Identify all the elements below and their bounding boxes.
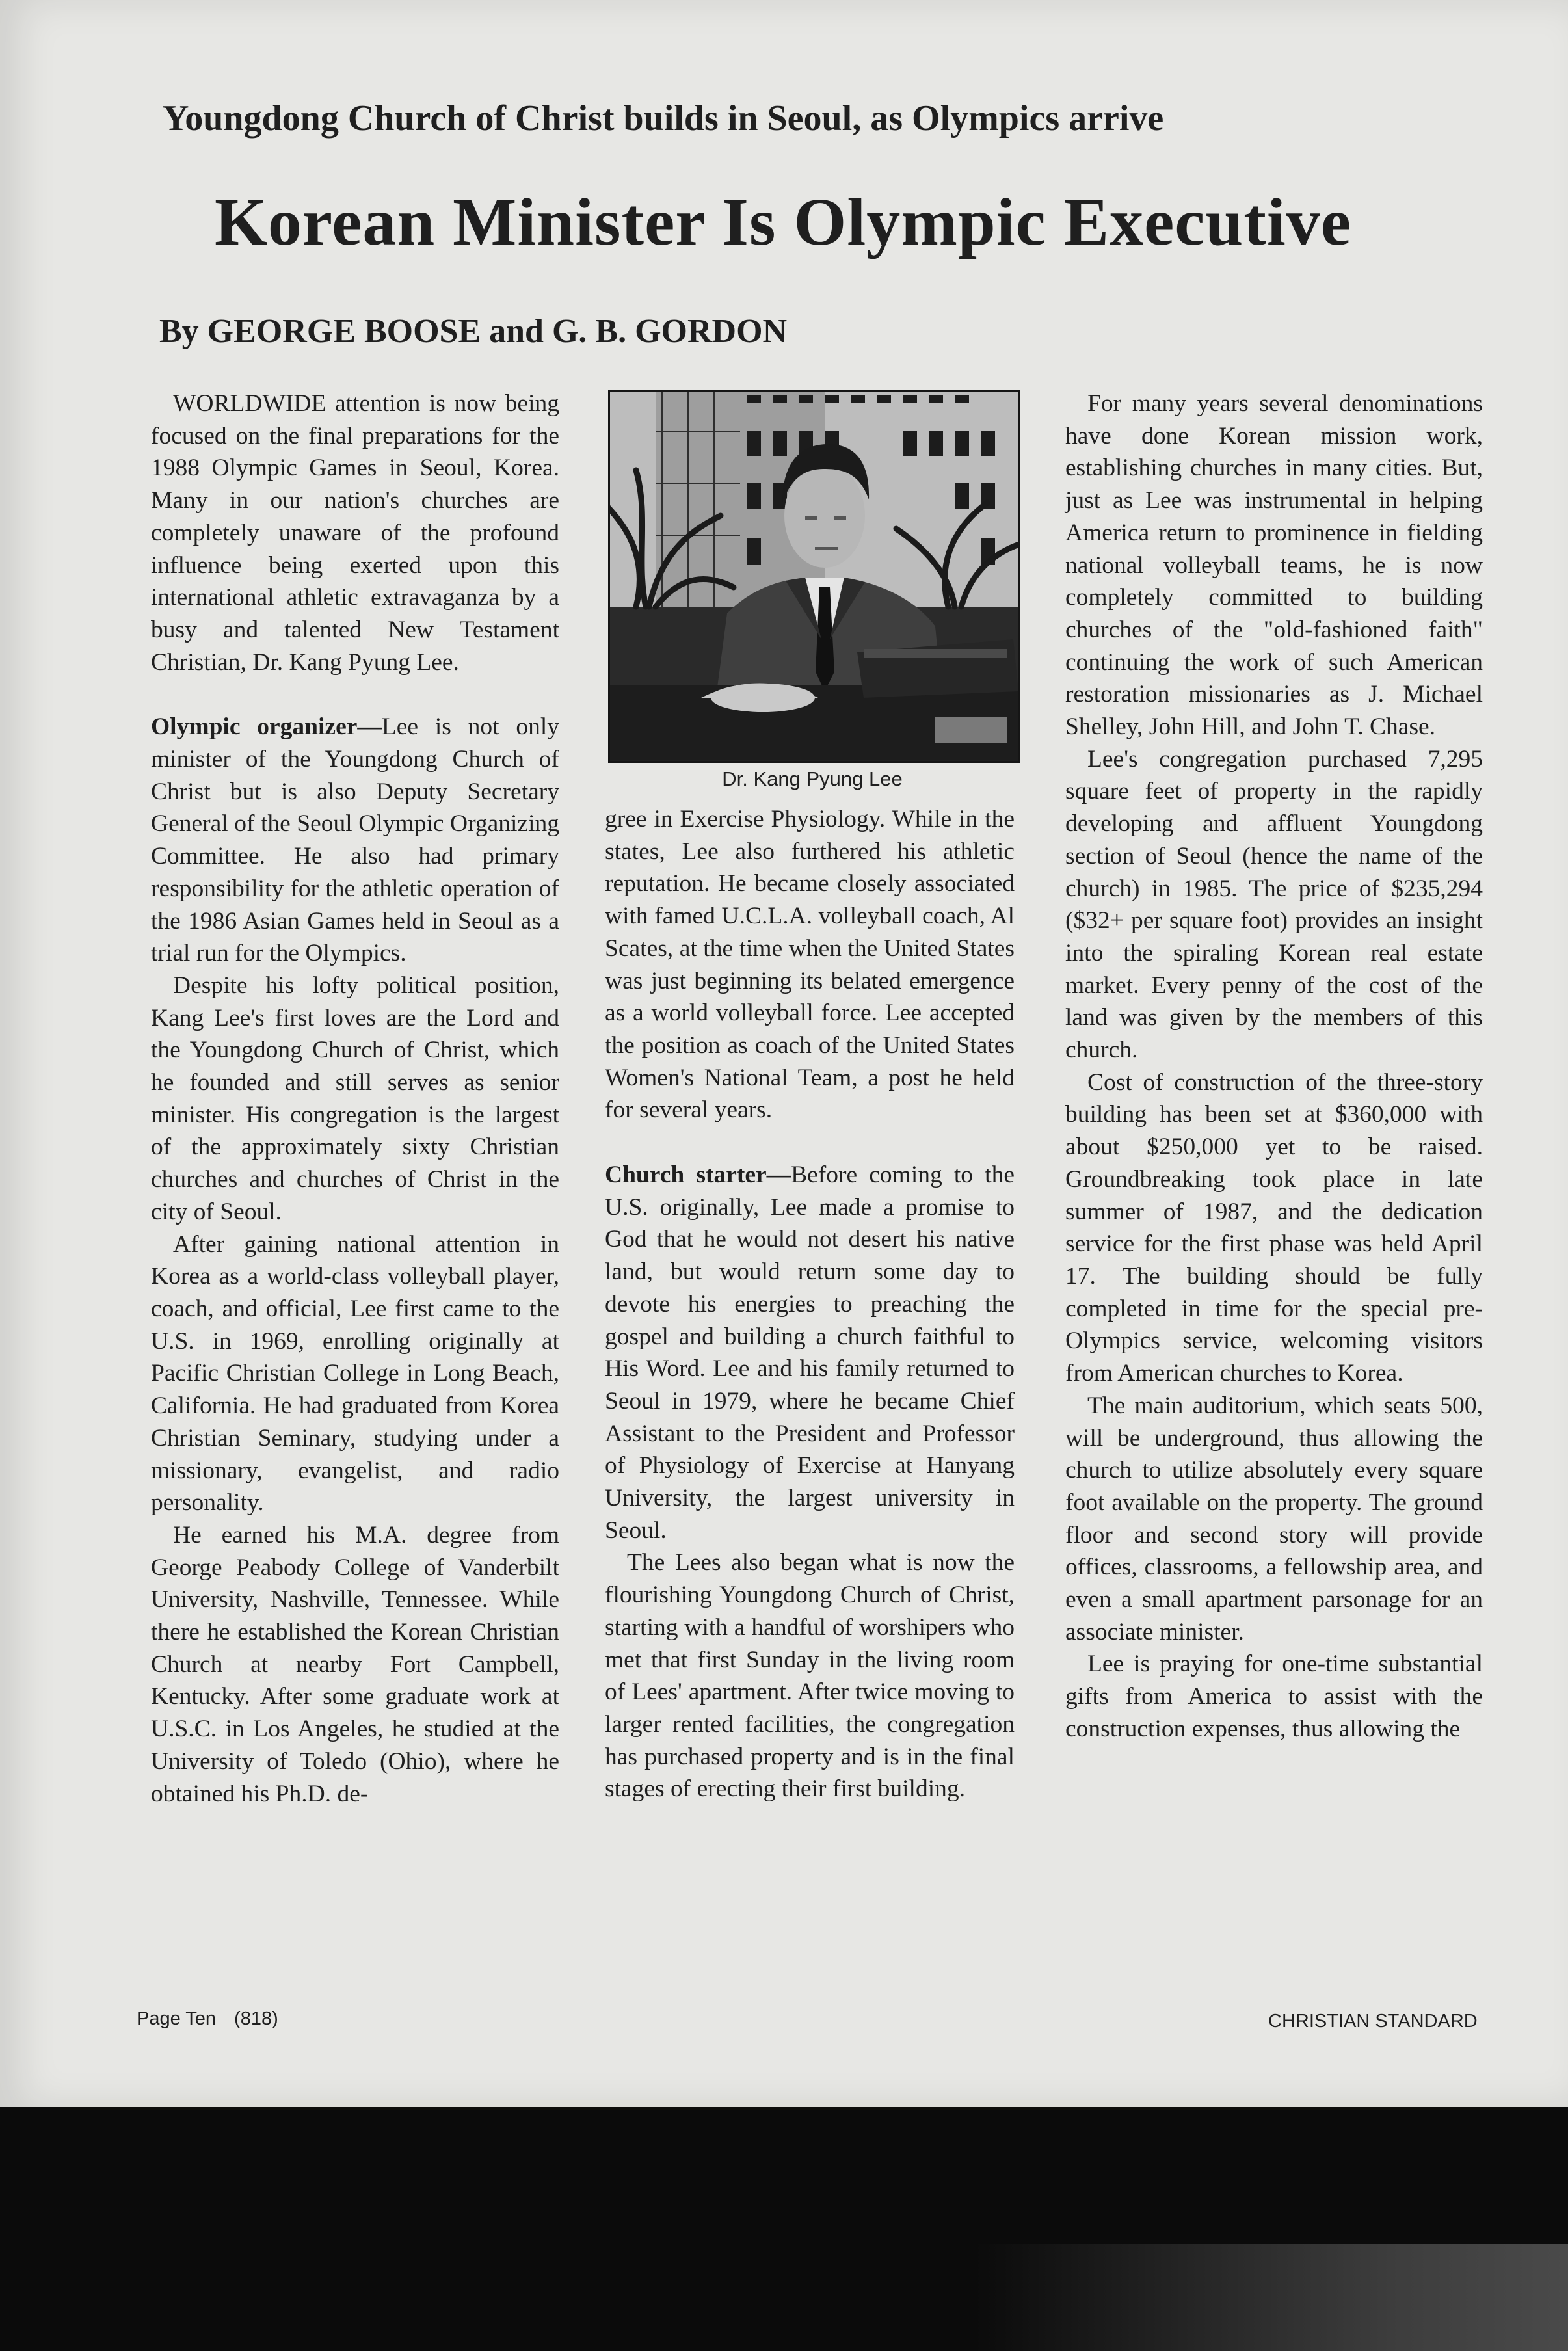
article-byline: By GEORGE BOOSE and G. B. GORDON [159, 313, 788, 350]
page-label: Page Ten [137, 2008, 217, 2029]
photo-caption: Dr. Kang Pyung Lee [722, 767, 903, 790]
paragraph-text: Lee is not only minister of the Youngdong Church of Christ but is also Deputy Secretary General of the Seoul Olympic Organizing Committee. He also had primary responsibility for the athletic operation of the 1986 Asian Games held in Seoul as a trial run for the Olympics. [151, 713, 559, 967]
paragraph: After gaining national attention in Korea as a world-class volleyball player, coach, and official, Lee first came to the U.S. in 1969, enrolling originally at Pacific Christian College in Long Beach, California. He had graduated from Korea Christian Seminary, studying under a missionary, evangelist, and radio personality. [151, 1230, 559, 1517]
table-edge [976, 2244, 1568, 2351]
section-subhead: Church starter— [605, 1162, 791, 1189]
paragraph: The Lees also began what is now the flourishing Youngdong Church of Christ, starting with a handful of worshipers who met that first Sunday in the living room of Lees' apartment. After twice moving to larger rented facilities, the congregation has purchased property and is in the final stages of erecting their first building. [605, 1549, 1015, 1803]
paragraph: WORLDWIDE attention is now being focused on the final preparations for the 1988 Olympic Games in Seoul, Korea. Many in our nation's churches are completely unaware of the profound influence being exerted upon this international athletic extravaganza by a busy and talented New Testament Christian, Dr. Kang Pyung Lee. [151, 390, 559, 676]
column-2 [605, 803, 1015, 1805]
paragraph: gree in Exercise Physiology. While in the states, Lee also furthered his athletic reputation. He became closely associated with famed U.C.L.A. volleyball coach, Al Scates, at the time when the United States was just beginning its belated emergence as a world volleyball force. Lee accepted the position as coach of the United States Women's National Team, a post he held for several years. [605, 806, 1015, 1124]
paragraph: Cost of construction of the three-story building has been set at $360,000 with about $250,000 yet to be raised. Groundbreaking took place in late summer of 1987, and the dedication service for the first phase was held April 17. The building should be fully completed in time for the special pre-Olympics service, welcoming visitors from American churches to Korea. [1065, 1069, 1483, 1387]
paragraph: Despite his lofty political position, Kang Lee's first loves are the Lord and the Youngdong Church of Christ, which he founded and still serves as senior minister. His congregation is the largest of the approximately sixty Christian churches and churches of Christ in the city of Seoul. [151, 972, 559, 1225]
paragraph: Lee's congregation purchased 7,295 square feet of property in the rapidly developing and affluent Youngdong section of Seoul (hence the name of the church) in 1985. The price of $235,294 ($32+ per square foot) provides an insight into the spiraling Korean real estate market. Every penny of the cost of the land was given by the members of this church. [1065, 745, 1483, 1064]
section-subhead: Olympic organizer— [151, 713, 382, 741]
column-1 [151, 388, 559, 1810]
paragraph: The main auditorium, which seats 500, will be underground, thus allowing the church to utilize absolutely every square foot available on the property. The ground floor and second story will provide offices, classrooms, a fellowship area, and even a small apartment parsonage for an associate minister. [1065, 1392, 1483, 1645]
paragraph [605, 1159, 1015, 1547]
portrait-photo-image [610, 392, 1018, 761]
portrait-photo [608, 390, 1020, 763]
column-3 [1065, 388, 1483, 1746]
article-headline: Korean Minister Is Olympic Executive [215, 185, 1351, 259]
paragraph-text: Before coming to the U.S. originally, Lee made a promise to God that he would not desert his native land, but would return some day to devote his energies to preaching the gospel and building a church faithful to His Word. Lee and his family returned to Seoul in 1979, where he became Chief Assistant to the President and Professor of Physiology of Exercise at Hanyang University, the largest university in Seoul. [605, 1162, 1015, 1544]
dark-background [0, 2107, 1568, 2351]
paragraph: For many years several denominations have done Korean mission work, establishing churches in many cities. But, just as Lee was instrumental in helping America return to prominence in fielding national volleyball teams, he is now completely committed to building churches of the "old-fashioned faith" continuing the work of such American restoration missionaries as J. Michael Shelley, John Hill, and John T. Chase. [1065, 390, 1483, 741]
article-kicker: Youngdong Church of Christ builds in Seoul, as Olympics arrive [163, 98, 1164, 139]
page-number: (818) [234, 2008, 278, 2029]
paragraph [151, 711, 559, 970]
page-footer-left [137, 2008, 278, 2030]
publication-name: CHRISTIAN STANDARD [1268, 2011, 1478, 2032]
paragraph: He earned his M.A. degree from George Peabody College of Vanderbilt University, Nashville, Tennessee. While there he established the Korean Christian Church at nearby Fort Campbell, Kentucky. After some graduate work at U.S.C. in Los Angeles, he studied at the University of Toledo (Ohio), where he obtained his Ph.D. de- [151, 1521, 559, 1807]
paragraph: Lee is praying for one-time substantial gifts from America to assist with the construction expenses, thus allowing the [1065, 1651, 1483, 1742]
